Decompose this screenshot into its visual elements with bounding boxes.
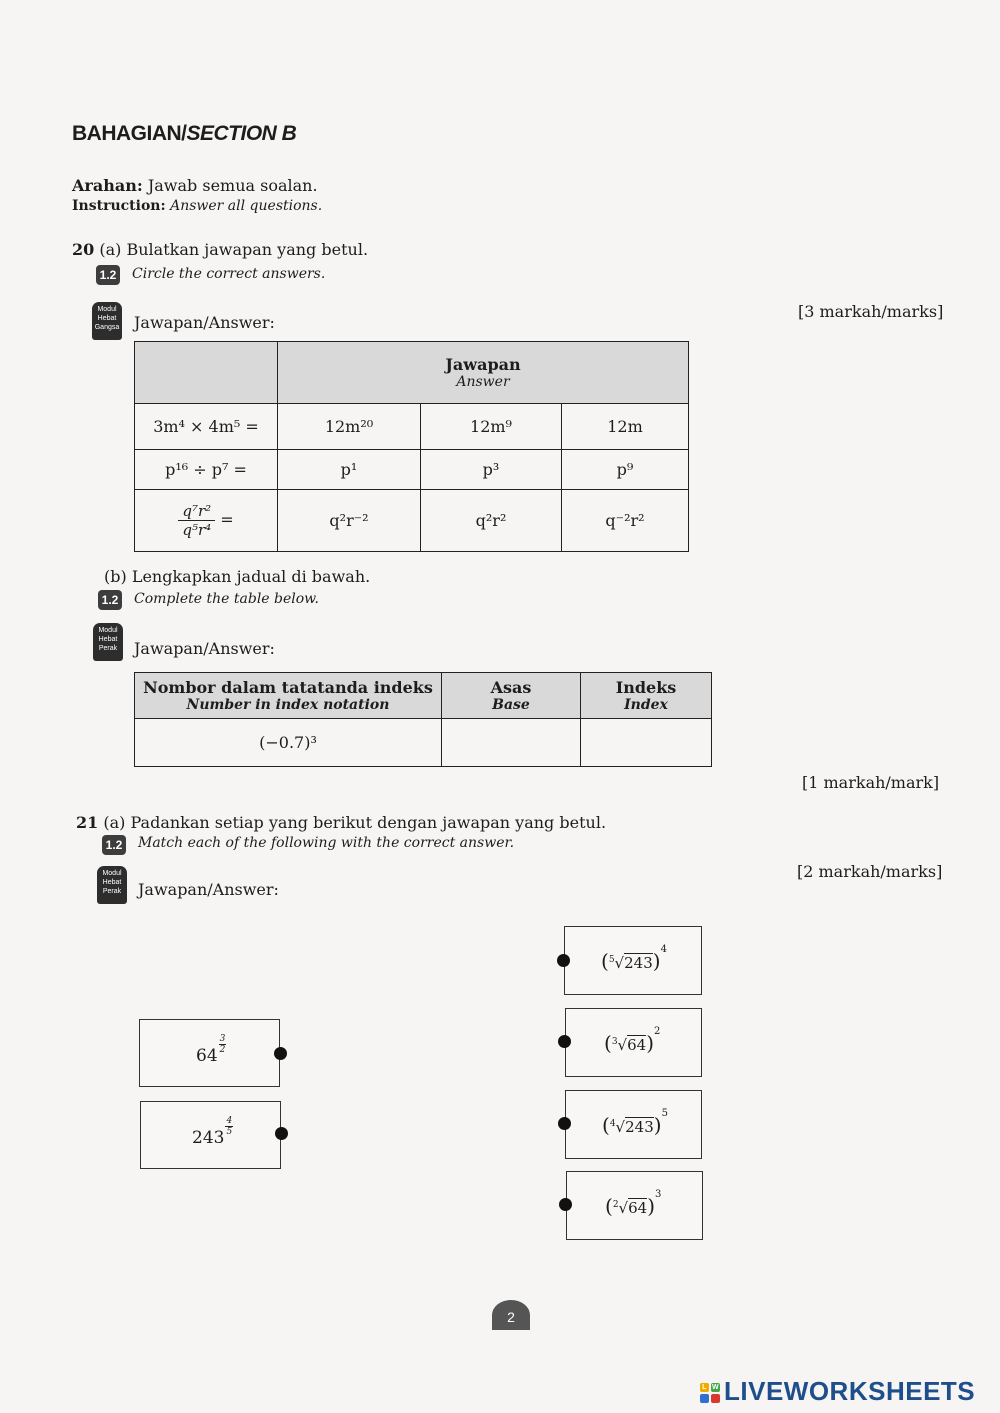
module-line: Gangsa [94, 324, 120, 331]
header-ms: Nombor dalam tatatanda indeks [143, 678, 433, 697]
match-right-dot[interactable] [558, 1035, 571, 1048]
module-line: Hebat [98, 636, 118, 643]
liveworksheets-icon [700, 1383, 720, 1403]
match-right-box[interactable] [565, 1008, 702, 1077]
arahan-label: Arahan: [72, 176, 143, 195]
root-index: 2 [612, 1200, 619, 1210]
root-index: 4 [609, 1119, 616, 1129]
section-prefix: BAHAGIAN/ [72, 122, 187, 145]
q21a-answer-label: Jawapan/Answer: [138, 880, 279, 899]
exponent-numerator: 4 [226, 1116, 233, 1126]
module-badge-gangsa [92, 302, 122, 340]
skill-badge: 1.2 [102, 835, 126, 855]
root-expression [602, 1108, 668, 1137]
base-answer-input[interactable] [442, 719, 581, 767]
match-left-box[interactable] [140, 1101, 281, 1169]
match-right-box[interactable] [564, 926, 702, 995]
power-base: 64 [196, 1046, 218, 1066]
answer-option[interactable]: q²r⁻² [278, 490, 421, 552]
q20b-text-ms: Lengkapkan jadual di bawah. [131, 567, 371, 586]
section-title [72, 122, 296, 146]
arahan-text: Jawab semua soalan. [147, 176, 318, 195]
answer-header [278, 342, 689, 404]
answer-option[interactable]: 12m⁹ [421, 404, 562, 450]
index-notation-value: (−0.7)³ [135, 719, 442, 767]
paren-open: ( [605, 1194, 613, 1218]
liveworksheets-logo [700, 1376, 975, 1407]
q20b-marks: [1 markah/mark] [802, 773, 940, 792]
radical-icon: √ [614, 954, 625, 972]
skill-badge: 1.2 [98, 590, 122, 610]
radicand: 64 [628, 1199, 648, 1217]
match-right-box[interactable] [565, 1090, 702, 1159]
paren-open: ( [601, 949, 609, 973]
q21a-heading [76, 813, 606, 832]
q20a-text-en: Circle the correct answers. [132, 266, 326, 282]
paren-close: ) [647, 1194, 656, 1218]
question-cell [135, 490, 278, 552]
radicand: 243 [625, 1118, 654, 1136]
answer-option[interactable]: q⁻²r² [562, 490, 689, 552]
module-badge-perak [93, 623, 123, 661]
radical-icon: √ [617, 1036, 628, 1054]
match-right-box[interactable] [566, 1171, 703, 1240]
q20a-heading [72, 240, 368, 259]
paren-close: ) [646, 1031, 655, 1055]
q20b-heading [104, 567, 370, 586]
fractional-exponent [219, 1034, 227, 1055]
exponent-numerator: 3 [219, 1034, 226, 1044]
answer-option[interactable]: 12m²⁰ [278, 404, 421, 450]
root-expression [604, 1026, 661, 1055]
page-number: 2 [492, 1300, 530, 1330]
q21a-text-en: Match each of the following with the correct answer. [138, 835, 515, 851]
q20b-part: (b) [104, 567, 127, 586]
exponent-denominator: 2 [219, 1045, 226, 1055]
col-index-header [581, 673, 712, 719]
q20a-marks: [3 markah/marks] [798, 302, 944, 321]
index-answer-input[interactable] [581, 719, 712, 767]
module-line: Modul [102, 870, 122, 877]
radicand: 64 [627, 1036, 647, 1054]
outer-power: 2 [654, 1026, 661, 1037]
answer-option[interactable]: p¹ [278, 450, 421, 490]
exponent-denominator: 5 [226, 1127, 233, 1137]
root-index: 3 [611, 1037, 618, 1047]
instruction-text: Answer all questions. [170, 198, 323, 214]
module-badge-perak [97, 866, 127, 904]
equals-sign: = [220, 510, 234, 529]
header-ms: Asas [490, 678, 532, 697]
logo-tile [700, 1394, 709, 1403]
radical-icon: √ [618, 1199, 629, 1217]
q20a-badge [96, 264, 120, 285]
q20-number: 20 [72, 240, 95, 259]
q21a-badge [102, 834, 126, 855]
module-line: Perak [98, 645, 118, 652]
module-line: Modul [97, 306, 117, 313]
outer-power: 3 [655, 1189, 662, 1200]
fraction-denominator: q⁵r⁴ [182, 521, 212, 539]
match-left-box[interactable] [139, 1019, 280, 1087]
answer-option[interactable]: p⁹ [562, 450, 689, 490]
radical-icon: √ [615, 1118, 626, 1136]
q20b-text-en: Complete the table below. [134, 591, 319, 607]
logo-tile: W [711, 1384, 720, 1392]
logo-tile [711, 1394, 720, 1403]
q20b-answer-label: Jawapan/Answer: [134, 639, 275, 658]
answer-option[interactable]: 12m [562, 404, 689, 450]
outer-power: 5 [661, 1108, 668, 1119]
root-expression [605, 1189, 662, 1218]
q20a-part: (a) [99, 240, 122, 259]
question-cell: 3m⁴ × 4m⁵ = [135, 404, 278, 450]
match-right-dot[interactable] [559, 1198, 572, 1211]
match-left-dot[interactable] [274, 1047, 287, 1060]
q20a-text-ms: Bulatkan jawapan yang betul. [126, 240, 369, 259]
instruction-line [72, 198, 322, 214]
power-expression [192, 1116, 233, 1149]
radicand: 243 [624, 954, 653, 972]
q20b-badge [98, 589, 122, 610]
header-en: Number in index notation [186, 697, 390, 713]
paren-close: ) [652, 949, 661, 973]
question-cell: p¹⁶ ÷ p⁷ = [135, 450, 278, 490]
header-en: Index [624, 697, 668, 713]
header-en: Base [492, 697, 530, 713]
module-line: Perak [102, 888, 122, 895]
paren-open: ( [604, 1031, 612, 1055]
fraction-numerator: q⁷r² [178, 502, 215, 521]
module-line: Hebat [102, 879, 122, 886]
q21a-part: (a) [103, 813, 126, 832]
q20b-table [134, 672, 712, 767]
paren-close: ) [653, 1113, 662, 1137]
header-en: Answer [456, 374, 510, 390]
arahan-line [72, 176, 318, 195]
fraction [178, 502, 215, 539]
paren-open: ( [602, 1113, 610, 1137]
match-left-dot[interactable] [275, 1127, 288, 1140]
module-line: Modul [98, 627, 118, 634]
liveworksheets-text: LIVEWORKSHEETS [724, 1376, 976, 1406]
skill-badge: 1.2 [96, 265, 120, 285]
match-right-dot[interactable] [558, 1117, 571, 1130]
q21-number: 21 [76, 813, 99, 832]
module-line: Hebat [97, 315, 117, 322]
header-ms: Jawapan [445, 355, 521, 374]
q20a-table [134, 341, 689, 552]
power-expression [196, 1034, 226, 1067]
match-right-dot[interactable] [557, 954, 570, 967]
col-number-header [135, 673, 442, 719]
answer-option[interactable]: p³ [421, 450, 562, 490]
col-base-header [442, 673, 581, 719]
answer-option[interactable]: q²r² [421, 490, 562, 552]
outer-power: 4 [660, 944, 667, 955]
header-ms: Indeks [615, 678, 677, 697]
instruction-label: Instruction: [72, 198, 166, 214]
power-base: 243 [192, 1128, 225, 1148]
section-suffix: SECTION B [186, 122, 297, 145]
q20a-answer-label: Jawapan/Answer: [134, 313, 275, 332]
root-expression [601, 944, 667, 973]
empty-header-cell [135, 342, 278, 404]
q21a-text-ms: Padankan setiap yang berikut dengan jawapan yang betul. [130, 813, 607, 832]
logo-tile: L [700, 1383, 709, 1392]
root-index: 5 [608, 955, 615, 965]
fractional-exponent [225, 1116, 233, 1137]
q21a-marks: [2 markah/marks] [797, 862, 943, 881]
